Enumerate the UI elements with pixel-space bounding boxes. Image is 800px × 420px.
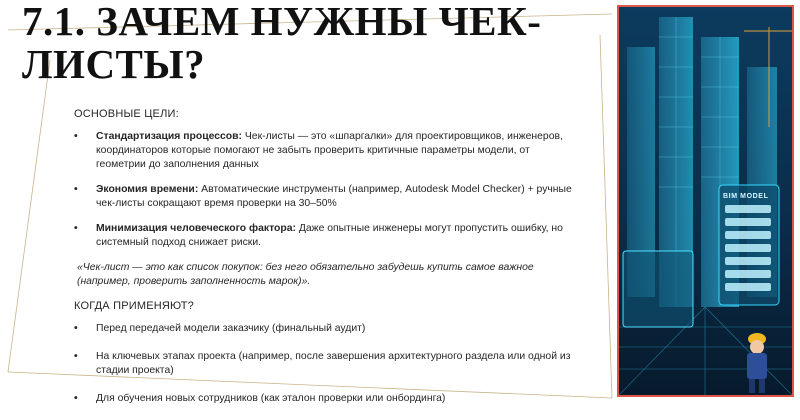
bim-illustration [617,5,794,397]
bullet: • [74,131,78,142]
goal-item [74,130,574,172]
goals-heading: ОСНОВНЫЕ ЦЕЛИ: [74,108,179,120]
when-heading: КОГДА ПРИМЕНЯЮТ? [74,300,194,312]
goal-text: Даже опытные инженеры могут пропустить ошибку, но системный подход снижает риски. [96,223,563,248]
when-item-text: На ключевых этапах проекта (например, после завершения архитектурного раздела или одной из стадии проекта) [96,351,571,376]
goal-item [74,183,574,211]
slide-title-line1: 7.1. ЗАЧЕМ НУЖНЫ ЧЕК- [22,0,542,44]
goal-text: Чек-листы — это «шпаргалки» для проектировщиков, инженеров, координаторов которые помогают не забыть проверить критичные параметры модели, от геометрии до заполнения данных [96,131,563,170]
when-item [74,392,574,406]
bullet: • [74,223,78,234]
slide-content [74,107,574,420]
goal-text: Автоматические инструменты (например, Autodesk Model Checker) + ручные чек-листы сокращают время проверки на 30–50% [96,184,572,209]
bullet: • [74,184,78,195]
when-item [74,322,574,336]
quote-text: «Чек-лист — это как список покупок: без него обязательно забудешь купить самое важное (например, проверить заполненность марок)». [77,262,534,287]
slide-title [22,0,582,86]
bullet: • [74,351,78,362]
bim-city-image [619,7,792,395]
slide-title-line2: ЛИСТЫ? [22,41,206,87]
when-item [74,350,574,378]
bullet: • [74,393,78,404]
goal-title: Экономия времени: [96,184,199,195]
goal-title: Минимизация человеческого фактора: [96,223,296,234]
bullet: • [74,323,78,334]
goal-title: Стандартизация процессов: [96,131,242,142]
when-item-text: Перед передачей модели заказчику (финальный аудит) [96,323,366,334]
bim-panel-title: BIM MODEL [723,193,769,200]
when-item-text: Для обучения новых сотрудников (как эталон проверки или онбординга) [96,393,446,404]
goal-item [74,222,574,250]
